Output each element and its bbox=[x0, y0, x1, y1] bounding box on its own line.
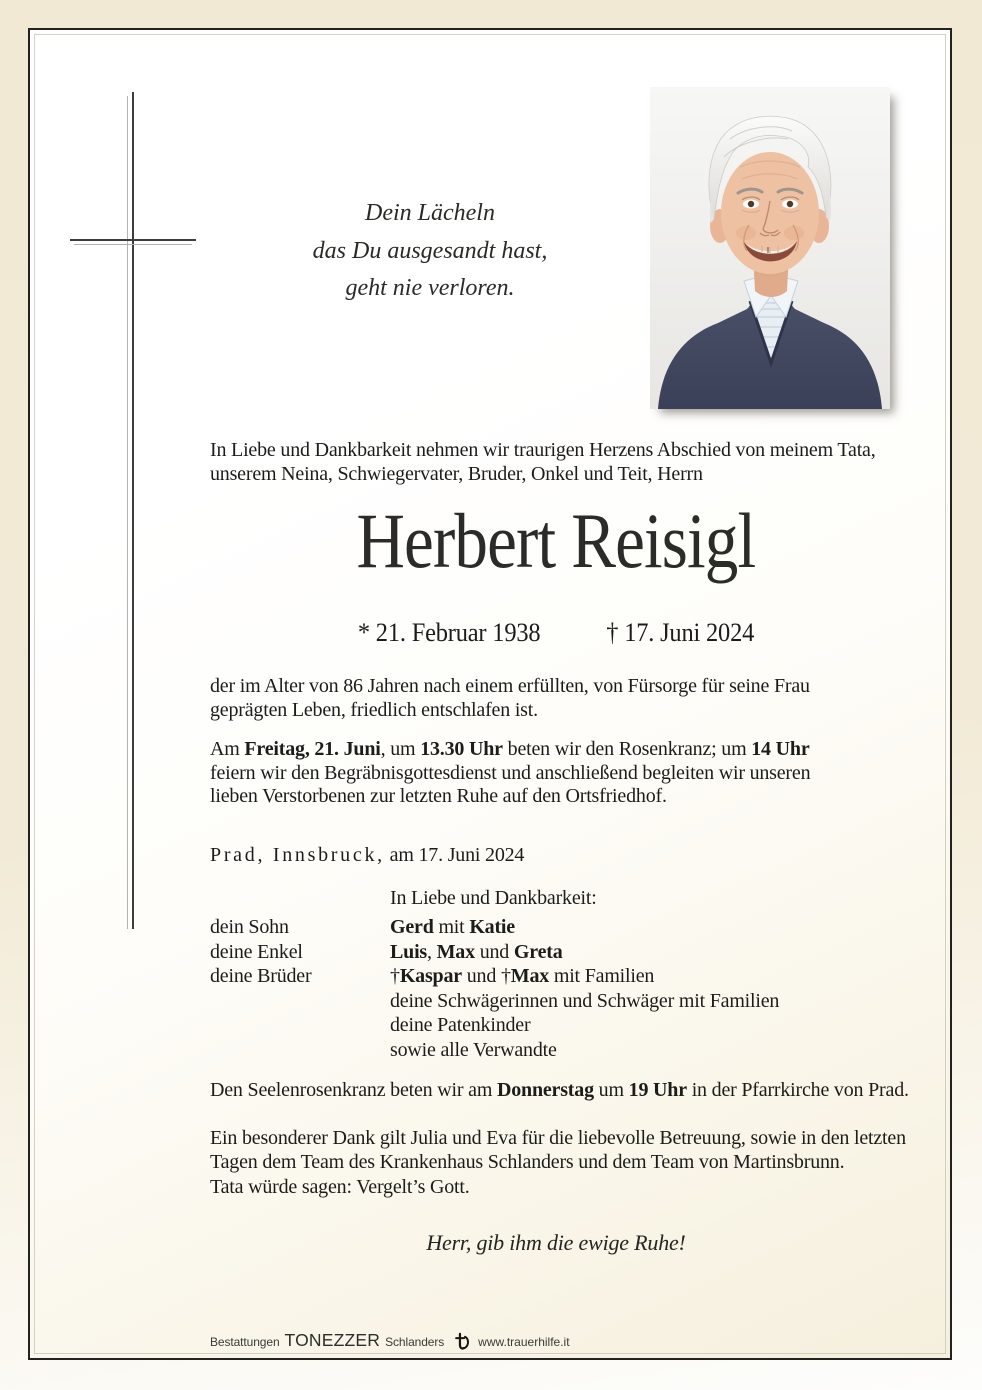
paragraph-line: unserem Neina, Schwiegervater, Bruder, Onkel und Teit, Herrn bbox=[210, 462, 703, 485]
paragraph-line: feiern wir den Begräbnisgottesdienst und anschließend begleiten wir unseren bbox=[210, 761, 811, 784]
memorial-card bbox=[28, 28, 952, 1360]
quote-line: geht nie verloren. bbox=[345, 275, 515, 301]
deceased-name: Herbert Reisigl bbox=[356, 497, 756, 584]
love-heading: In Liebe und Dankbarkeit: bbox=[390, 887, 597, 909]
thanks-paragraph bbox=[210, 1127, 906, 1174]
family-row bbox=[210, 1038, 902, 1063]
paragraph-line: Tagen dem Team des Krankenhaus Schlanders und dem Team von Martinsbrunn. bbox=[210, 1150, 845, 1173]
closing-prayer: Herr, gib ihm die ewige Ruhe! bbox=[426, 1230, 686, 1255]
family-row bbox=[210, 1013, 902, 1038]
trauerhilfe-cross-icon bbox=[454, 1332, 471, 1356]
family-row bbox=[210, 989, 902, 1014]
family-label: deine Enkel bbox=[210, 940, 303, 963]
quote-line: Dein Lächeln bbox=[365, 200, 495, 226]
tata-line: Tata würde sagen: Vergelt’s Gott. bbox=[210, 1176, 470, 1198]
cross-vertical-shadow bbox=[127, 96, 128, 929]
family-list bbox=[210, 915, 902, 1062]
family-names: deine Schwägerinnen und Schwäger mit Familien bbox=[390, 989, 780, 1012]
birth-date: * 21. Februar 1938 bbox=[357, 618, 541, 647]
funeral-home-footer bbox=[210, 1330, 570, 1354]
portrait-photo bbox=[650, 87, 890, 409]
death-date: † 17. Juni 2024 bbox=[606, 618, 755, 647]
family-row bbox=[210, 940, 902, 965]
funeral-home-label: Bestattungen bbox=[210, 1335, 280, 1349]
family-label bbox=[210, 1038, 390, 1063]
place-date-line bbox=[210, 844, 902, 868]
paragraph-line: geprägten Leben, friedlich entschlafen ist. bbox=[210, 698, 538, 721]
paragraph-line: Den Seelenrosenkranz beten wir am Donnerstag um 19 Uhr in der Pfarrkirche von Prad. bbox=[210, 1079, 909, 1101]
rosary-paragraph bbox=[210, 1079, 909, 1103]
life-paragraph bbox=[210, 675, 902, 722]
family-label: deine Brüder bbox=[210, 965, 312, 987]
family-row bbox=[210, 964, 902, 989]
place-names: Prad, Innsbruck, bbox=[210, 844, 385, 866]
date-text: am 17. Juni 2024 bbox=[389, 844, 525, 866]
website-url: www.trauerhilfe.it bbox=[478, 1335, 570, 1349]
funeral-home-name: TONEZZER bbox=[284, 1330, 381, 1350]
cross-vertical-line bbox=[132, 92, 134, 929]
condolence-quote bbox=[150, 195, 710, 308]
quote-line: das Du ausgesandt hast, bbox=[312, 237, 548, 264]
family-label bbox=[210, 989, 390, 1014]
paragraph-line: In Liebe und Dankbarkeit nehmen wir traurigen Herzens Abschied von meinem Tata, bbox=[210, 439, 876, 461]
portrait-illustration bbox=[650, 87, 890, 409]
paragraph-line: Am Freitag, 21. Juni, um 13.30 Uhr beten wir den Rosenkranz; um 14 Uhr bbox=[210, 738, 810, 760]
intro-paragraph bbox=[210, 439, 902, 486]
paragraph-line: lieben Verstorbenen zur letzten Ruhe auf den Ortsfriedhof. bbox=[210, 785, 667, 807]
family-names: deine Patenkinder bbox=[390, 1014, 531, 1036]
family-names: sowie alle Verwandte bbox=[390, 1038, 557, 1061]
family-label bbox=[210, 1013, 390, 1038]
funeral-announcement bbox=[210, 738, 902, 809]
family-row bbox=[210, 915, 902, 940]
family-names: †Kaspar und †Max mit Familien bbox=[390, 965, 655, 987]
paragraph-line: Ein besonderer Dank gilt Julia und Eva für die liebevolle Betreuung, sowie in den letzten bbox=[210, 1127, 906, 1149]
family-names: Gerd mit Katie bbox=[390, 916, 515, 938]
family-label: dein Sohn bbox=[210, 916, 289, 938]
life-dates bbox=[231, 618, 881, 648]
paragraph-line: der im Alter von 86 Jahren nach einem erfüllten, von Fürsorge für seine Frau bbox=[210, 675, 810, 697]
funeral-home-place: Schlanders bbox=[385, 1335, 445, 1349]
family-names: Luis, Max und Greta bbox=[390, 940, 563, 963]
